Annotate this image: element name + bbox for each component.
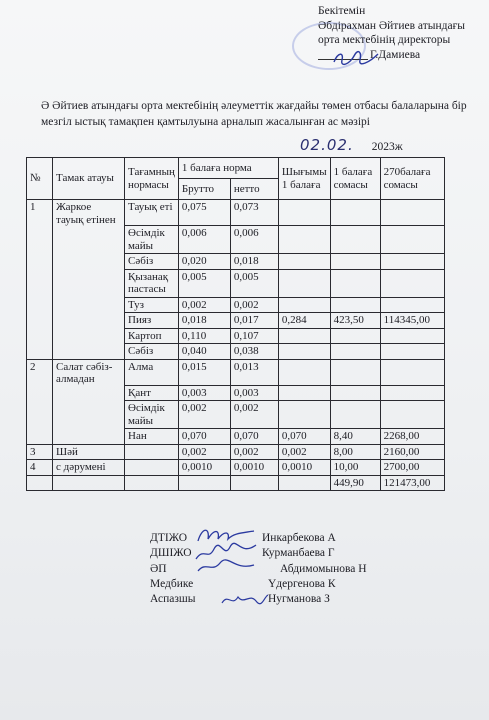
cell-number: 4 (27, 460, 53, 476)
cell-expense (278, 297, 330, 313)
cell-cost-270 (380, 385, 444, 401)
header-netto: нетто (230, 179, 278, 200)
approval-line-1: Бекітемін (318, 5, 366, 17)
cell-ingredient: Сәбіз (125, 254, 179, 270)
signature-role: ДШІЖО (150, 547, 192, 560)
cell-netto: 0,006 (230, 226, 278, 254)
cell-cost-one (330, 359, 380, 385)
cell-cost-270 (380, 328, 444, 344)
cell-cost-270 (380, 269, 444, 297)
cell-netto: 0,018 (230, 254, 278, 270)
signature-name: Курманбаева Г (262, 547, 335, 560)
cell-netto: 0,003 (230, 385, 278, 401)
signature-role: Аспазшы (150, 593, 196, 606)
cell-cost-one: 10,00 (330, 460, 380, 476)
cell-cost-270 (380, 297, 444, 313)
header-dish: Тамак атауы (53, 158, 125, 200)
cell-number: 1 (27, 200, 53, 360)
signature-name: Абдимомынова Н (280, 562, 367, 575)
cell-brutto: 0,040 (178, 344, 230, 360)
approval-signatory: Г.Дамиева (370, 48, 421, 61)
cell-ingredient: Өсімдік майы (125, 401, 179, 429)
signature-name: Үдергенова К (268, 577, 336, 590)
cell-brutto: 0,006 (178, 226, 230, 254)
printed-year: 2023ж (371, 141, 403, 153)
cell-dish: Салат сәбіз-алмадан (53, 359, 125, 444)
cell-ingredient: Сәбіз (125, 344, 179, 360)
cell-expense (278, 344, 330, 360)
header-number: № (27, 158, 53, 200)
cell-expense (278, 226, 330, 254)
date-row (300, 136, 403, 154)
table-row (27, 200, 445, 226)
cell-brutto: 0,002 (178, 401, 230, 429)
menu-table (26, 157, 445, 491)
cell-expense (278, 359, 330, 385)
cell-cost-one: 449,90 (330, 475, 380, 491)
header-cost-270: 270балаға сомасы (380, 158, 444, 200)
cell-brutto: 0,020 (178, 254, 230, 270)
cell-expense: 0,0010 (278, 460, 330, 476)
cell-expense: 0,284 (278, 313, 330, 329)
table-row (27, 475, 445, 491)
handwritten-date: 02.02. (300, 136, 354, 154)
cell-ingredient (125, 460, 179, 476)
signature-role: Медбике (150, 577, 194, 590)
cell-expense: 0,002 (278, 444, 330, 460)
cell-netto: 0,073 (230, 200, 278, 226)
director-signature-icon (332, 48, 382, 68)
signature-scribble-icon (220, 591, 270, 609)
signature-role: ДТІЖО (150, 532, 188, 544)
table-row (27, 444, 445, 460)
cell-brutto: 0,005 (178, 269, 230, 297)
cell-netto: 0,070 (230, 429, 278, 445)
table-body (27, 200, 445, 491)
cell-brutto: 0,075 (178, 200, 230, 226)
cell-ingredient: Туз (125, 297, 179, 313)
cell-cost-270: 121473,00 (380, 475, 444, 491)
cell-cost-270 (380, 359, 444, 385)
cell-cost-one (330, 226, 380, 254)
cell-cost-one (330, 200, 380, 226)
header-child-norm: 1 балаға норма (178, 158, 278, 179)
cell-cost-one: 8,00 (330, 444, 380, 460)
cell-expense (278, 254, 330, 270)
signature-name: Нугманова З (268, 593, 330, 606)
table-row (27, 359, 445, 385)
approval-line-3: орта мектебінің директоры (318, 34, 451, 46)
cell-cost-one (330, 254, 380, 270)
cell-expense: 0,070 (278, 429, 330, 445)
cell-cost-270: 114345,00 (380, 313, 444, 329)
cell-brutto: 0,002 (178, 444, 230, 460)
cell-netto: 0,013 (230, 359, 278, 385)
cell-cost-270 (380, 226, 444, 254)
cell-ingredient (125, 444, 179, 460)
cell-cost-270 (380, 254, 444, 270)
cell-netto (230, 475, 278, 491)
cell-brutto: 0,003 (178, 385, 230, 401)
cell-netto: 0,005 (230, 269, 278, 297)
cell-ingredient: Пияз (125, 313, 179, 329)
cell-expense (278, 475, 330, 491)
cell-cost-270: 2700,00 (380, 460, 444, 476)
cell-brutto: 0,018 (178, 313, 230, 329)
header-brutto: Брутто (178, 179, 230, 200)
cell-netto: 0,002 (230, 444, 278, 460)
cell-ingredient: Алма (125, 359, 179, 385)
cell-number: 2 (27, 359, 53, 444)
cell-brutto (178, 475, 230, 491)
cell-dish: с дәрумені (53, 460, 125, 476)
header-expense: Шығымы 1 балаға (278, 158, 330, 200)
cell-dish: Шәй (53, 444, 125, 460)
cell-dish: Жаркое тауық етінен (53, 200, 125, 360)
cell-cost-one (330, 401, 380, 429)
cell-cost-270: 2160,00 (380, 444, 444, 460)
cell-netto: 0,002 (230, 297, 278, 313)
cell-brutto: 0,110 (178, 328, 230, 344)
cell-netto: 0,0010 (230, 460, 278, 476)
cell-cost-one: 8,40 (330, 429, 380, 445)
cell-netto: 0,038 (230, 344, 278, 360)
cell-cost-270 (380, 401, 444, 429)
cell-expense (278, 385, 330, 401)
cell-expense (278, 200, 330, 226)
cell-dish (53, 475, 125, 491)
signature-scribble-icon (194, 557, 258, 577)
cell-brutto: 0,070 (178, 429, 230, 445)
cell-brutto: 0,002 (178, 297, 230, 313)
cell-cost-270 (380, 200, 444, 226)
cell-brutto: 0,015 (178, 359, 230, 385)
cell-cost-one: 423,50 (330, 313, 380, 329)
cell-ingredient: Қант (125, 385, 179, 401)
cell-expense (278, 269, 330, 297)
cell-ingredient: Нан (125, 429, 179, 445)
cell-brutto: 0,0010 (178, 460, 230, 476)
signature-role: ӘП (150, 562, 167, 575)
cell-ingredient (125, 475, 179, 491)
cell-cost-270 (380, 344, 444, 360)
cell-cost-one (330, 297, 380, 313)
cell-expense (278, 401, 330, 429)
header-norms: Тағамның нормасы (125, 158, 179, 200)
table-row (27, 460, 445, 476)
cell-netto: 0,017 (230, 313, 278, 329)
table-header-row (27, 158, 445, 179)
cell-cost-one (330, 269, 380, 297)
cell-cost-270: 2268,00 (380, 429, 444, 445)
cell-ingredient: Картоп (125, 328, 179, 344)
cell-number: 3 (27, 444, 53, 460)
cell-cost-one (330, 344, 380, 360)
document-title: Ә Әйтиев атындағы орта мектебінің әлеуметтік жағдайы төмен отбасы балаларына бір мезгіл ыстық тамақпен қамтылуына арналып жасалынған ас мәзірі (41, 100, 467, 128)
signature-name: Инкарбекова А (262, 532, 336, 544)
header-cost-one: 1 балаға сомасы (330, 158, 380, 200)
approval-line-2: Әбдірахман Әйтиев атындағы (318, 19, 466, 32)
cell-cost-one (330, 385, 380, 401)
cell-ingredient: Қызанақ пастасы (125, 269, 179, 297)
cell-number (27, 475, 53, 491)
cell-netto: 0,002 (230, 401, 278, 429)
cell-netto: 0,107 (230, 328, 278, 344)
cell-expense (278, 328, 330, 344)
cell-cost-one (330, 328, 380, 344)
cell-ingredient: Тауық еті (125, 200, 179, 226)
cell-ingredient: Өсімдік майы (125, 226, 179, 254)
